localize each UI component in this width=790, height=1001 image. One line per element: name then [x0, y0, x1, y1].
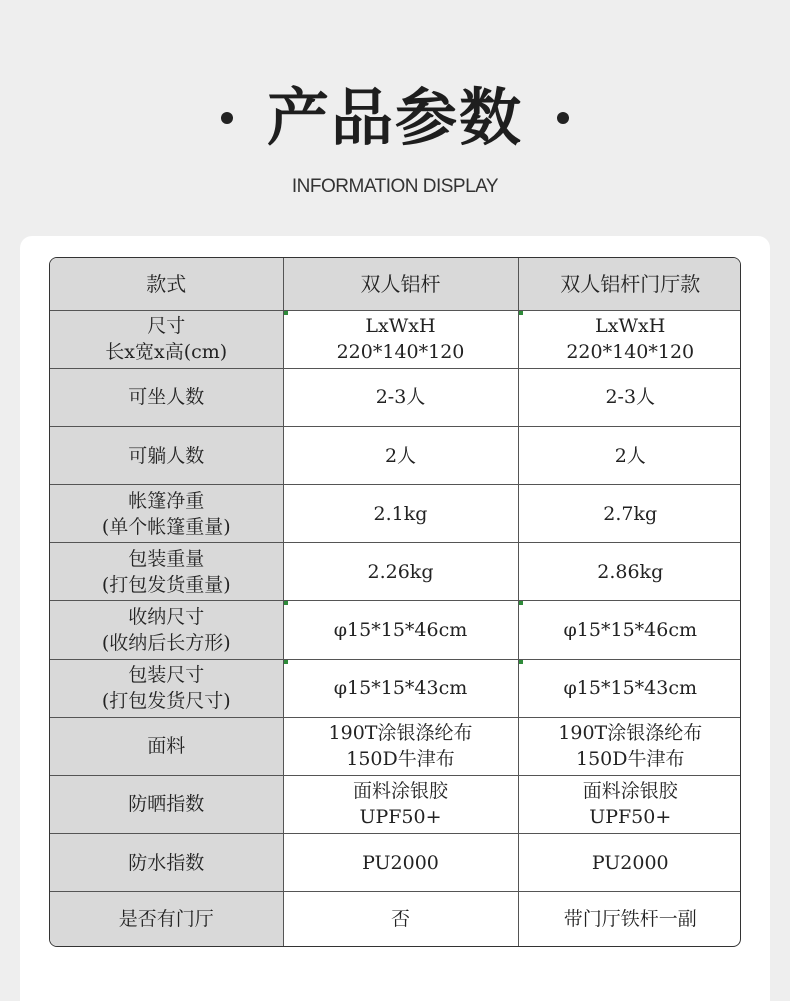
row-label	[50, 485, 283, 543]
row-value-line: 220*140*120	[336, 341, 465, 364]
table-row-seating	[50, 368, 741, 426]
row-value-b	[518, 601, 741, 659]
row-label-line: 可躺人数	[128, 444, 205, 467]
row-value-b	[518, 310, 741, 368]
row-value-line: 2-3人	[375, 386, 426, 409]
row-value-line: 2.86kg	[597, 560, 664, 583]
table-row-packed-size	[50, 601, 741, 659]
row-label	[50, 892, 283, 946]
row-value-line: φ15*15*46cm	[333, 619, 468, 641]
row-label-line: (收纳后长方形)	[101, 632, 231, 654]
row-value-line: PU2000	[591, 851, 669, 874]
row-value-b	[518, 368, 741, 426]
row-value-a	[283, 543, 518, 601]
table-row-size	[50, 310, 741, 368]
row-value-line: 220*140*120	[566, 341, 695, 364]
row-value-line: UPF50+	[589, 806, 672, 829]
row-value-line: 150D牛津布	[576, 748, 685, 771]
table-row-waterproof	[50, 834, 741, 892]
page-subtitle: INFORMATION DISPLAY	[291, 176, 499, 197]
row-label	[50, 601, 283, 659]
row-value-line: 2.7kg	[603, 502, 658, 525]
column-header-model: 款式	[50, 258, 283, 310]
row-value-b	[518, 834, 741, 892]
table-row-sleeping	[50, 426, 741, 484]
row-value-line: 150D牛津布	[346, 748, 455, 771]
row-label-line: 帐篷净重	[128, 489, 205, 512]
table-row-fabric	[50, 717, 741, 775]
row-value-line: UPF50+	[359, 806, 442, 829]
row-label-line: (打包发货尺寸)	[101, 690, 231, 713]
row-value-line: 否	[390, 908, 410, 931]
row-label-line: 防晒指数	[128, 793, 205, 816]
table-row-package-size	[50, 659, 741, 717]
row-label-line: 尺寸	[147, 315, 186, 338]
row-value-line: 2人	[384, 444, 417, 467]
row-value-line: 190T涂银涤纶布	[558, 722, 703, 745]
row-value-line: 面料涂银胶	[582, 780, 678, 803]
row-value-b	[518, 426, 741, 484]
title-row	[0, 78, 790, 158]
row-label	[50, 659, 283, 717]
table-row-vestibule	[50, 892, 741, 946]
row-value-b	[518, 485, 741, 543]
row-label-line: 可坐人数	[128, 386, 205, 409]
row-value-line: LxWxH	[365, 315, 436, 338]
row-label-line: 收纳尺寸	[128, 606, 205, 628]
row-value-a	[283, 426, 518, 484]
column-header-aluminum-vestibule: 双人铝杆门厅款	[518, 258, 741, 310]
row-value-a	[283, 834, 518, 892]
row-value-b	[518, 543, 741, 601]
row-value-line: φ15*15*43cm	[333, 677, 468, 700]
row-label	[50, 775, 283, 833]
row-label	[50, 368, 283, 426]
right-dot-icon	[557, 112, 569, 124]
row-label	[50, 543, 283, 601]
row-value-line: 2-3人	[605, 386, 656, 409]
row-label	[50, 426, 283, 484]
row-value-b	[518, 775, 741, 833]
row-label-line: 防水指数	[128, 851, 205, 874]
row-value-b	[518, 659, 741, 717]
row-label-line: 包装重量	[128, 547, 205, 570]
row-value-a	[283, 717, 518, 775]
row-value-line: φ15*15*46cm	[563, 619, 697, 641]
row-value-line: PU2000	[362, 851, 439, 874]
row-value-a	[283, 601, 518, 659]
table-row-net-weight	[50, 485, 741, 543]
row-label-line: 长x宽x高(cm)	[105, 341, 228, 364]
row-value-b	[518, 717, 741, 775]
row-value-a	[283, 368, 518, 426]
row-value-a	[283, 775, 518, 833]
row-value-line: 面料涂银胶	[352, 780, 448, 803]
row-value-line: 2人	[614, 444, 646, 467]
table-header-row	[50, 258, 741, 310]
row-value-line: LxWxH	[595, 315, 666, 338]
column-header-aluminum: 双人铝杆	[283, 258, 518, 310]
row-label-line: 面料	[147, 735, 186, 758]
page-title: 产品参数	[266, 81, 523, 154]
page-header	[0, 0, 790, 230]
row-value-line: 190T涂银涤纶布	[328, 722, 473, 745]
row-label-line: (单个帐篷重量)	[101, 515, 231, 538]
left-dot-icon	[221, 112, 233, 124]
row-value-line: 带门厅铁杆一副	[563, 908, 697, 931]
row-value-line: 2.26kg	[367, 560, 434, 583]
spec-table	[49, 257, 741, 947]
row-label	[50, 717, 283, 775]
row-label	[50, 310, 283, 368]
row-label-line: (打包发货重量)	[101, 573, 231, 596]
table-row-package-weight	[50, 543, 741, 601]
row-label-line: 是否有门厅	[118, 908, 214, 931]
row-value-a	[283, 659, 518, 717]
row-value-line: φ15*15*43cm	[563, 677, 697, 700]
table-row-uv-index	[50, 775, 741, 833]
row-value-a	[283, 310, 518, 368]
row-value-a	[283, 892, 518, 946]
row-value-a	[283, 485, 518, 543]
row-value-b	[518, 892, 741, 946]
row-label	[50, 834, 283, 892]
row-label-line: 包装尺寸	[128, 664, 205, 687]
row-value-line: 2.1kg	[373, 502, 428, 525]
